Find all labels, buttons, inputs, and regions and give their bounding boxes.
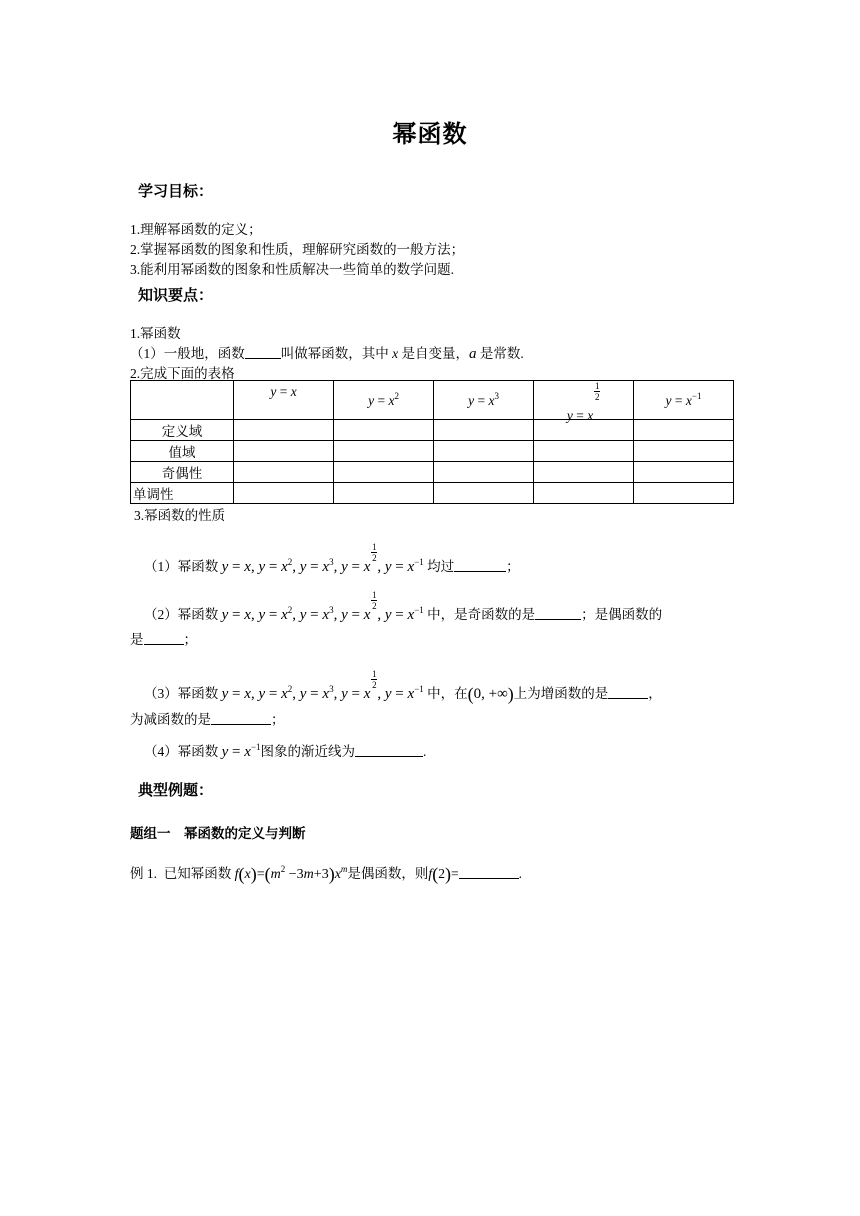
table-cell[interactable] [334,483,434,504]
table-cell[interactable] [434,441,534,462]
table-cell[interactable] [434,420,534,441]
function-table [130,380,734,504]
table-cell[interactable] [634,441,734,462]
k2-title: 2.完成下面的表格 [130,366,235,381]
table-cell[interactable] [534,462,634,483]
goal-2: 2.掌握幂函数的图象和性质，理解研究函数的一般方法； [130,242,465,257]
examples-heading: 典型例题： [138,782,214,799]
table-header-row [131,381,734,420]
table-cell[interactable] [534,483,634,504]
table-cell[interactable] [334,420,434,441]
table-cell[interactable] [334,441,434,462]
knowledge-heading: 知识要点： [138,287,214,304]
table-row [131,462,734,483]
goal-1: 1.理解幂函数的定义； [130,222,262,237]
goal-3: 3.能利用幂函数的图象和性质解决一些简单的数学问题. [130,262,454,277]
table-cell[interactable] [234,420,334,441]
table-cell[interactable] [234,441,334,462]
table-cell[interactable] [534,441,634,462]
row-label-domain: 定义域 [131,420,234,441]
page-title: 幂函数 [392,121,468,148]
property-3: （3）幂函数 y = x, $y = x^2$, $y = x^3$, y = x $\frac{1}{2}$ , $y = x^{-1}$ 中，在(0, +∞)上为增函数的是 ， [144,669,662,704]
property-2-cont: 是 ； [130,632,197,647]
table-corner-cell [131,381,234,420]
col-header-y-sqrt: y = x $\frac{1}{2}$ [534,381,634,420]
k1-title: 1.幂函数 [130,326,181,341]
k3-title: 3.幂函数的性质 [134,508,226,523]
goals-heading: 学习目标： [138,183,214,200]
col-header-y-x2: $y = x^2$ [334,381,434,420]
example-1: 例 1. 已知幂函数 $f(x)=(m^2 -3m+3)x^m$是偶函数，则f(2)= . [130,864,522,884]
row-label-parity: 奇偶性 [131,462,234,483]
table-cell[interactable] [634,420,734,441]
col-header-y-x3: $y = x^3$ [434,381,534,420]
table-cell[interactable] [634,462,734,483]
property-4: （4）幂函数 $y = x^{-1}$图象的渐近线为 . [144,742,427,760]
col-header-y-x: y = x [234,381,334,420]
row-label-monotonicity: 单调性 [131,483,234,504]
table-row [131,483,734,504]
table-cell[interactable] [434,462,534,483]
row-label-range: 值域 [131,441,234,462]
table-cell[interactable] [434,483,534,504]
col-header-y-inv: $y = x^{-1}$ [634,381,734,420]
group-1-heading: 题组一 幂函数的定义与判断 [130,826,306,841]
table-cell[interactable] [234,462,334,483]
table-cell[interactable] [334,462,434,483]
table-cell[interactable] [234,483,334,504]
table-row [131,420,734,441]
table-cell[interactable] [634,483,734,504]
property-3-cont: 为减函数的是 ； [130,712,285,727]
property-1: （1）幂函数 y = x, $y = x^2$, $y = x^3$, y = x $\frac{1}{2}$ , $y = x^{-1}$ 均过 ； [144,542,520,575]
k1-definition: （1）一般地，函数 叫做幂函数，其中 x 是自变量，a 是常数. [130,346,524,362]
table-row [131,441,734,462]
property-2: （2）幂函数 y = x, $y = x^2$, $y = x^3$, y = x $\frac{1}{2}$ , $y = x^{-1}$ 中，是奇函数的是 ；是偶函数的 [144,590,663,623]
